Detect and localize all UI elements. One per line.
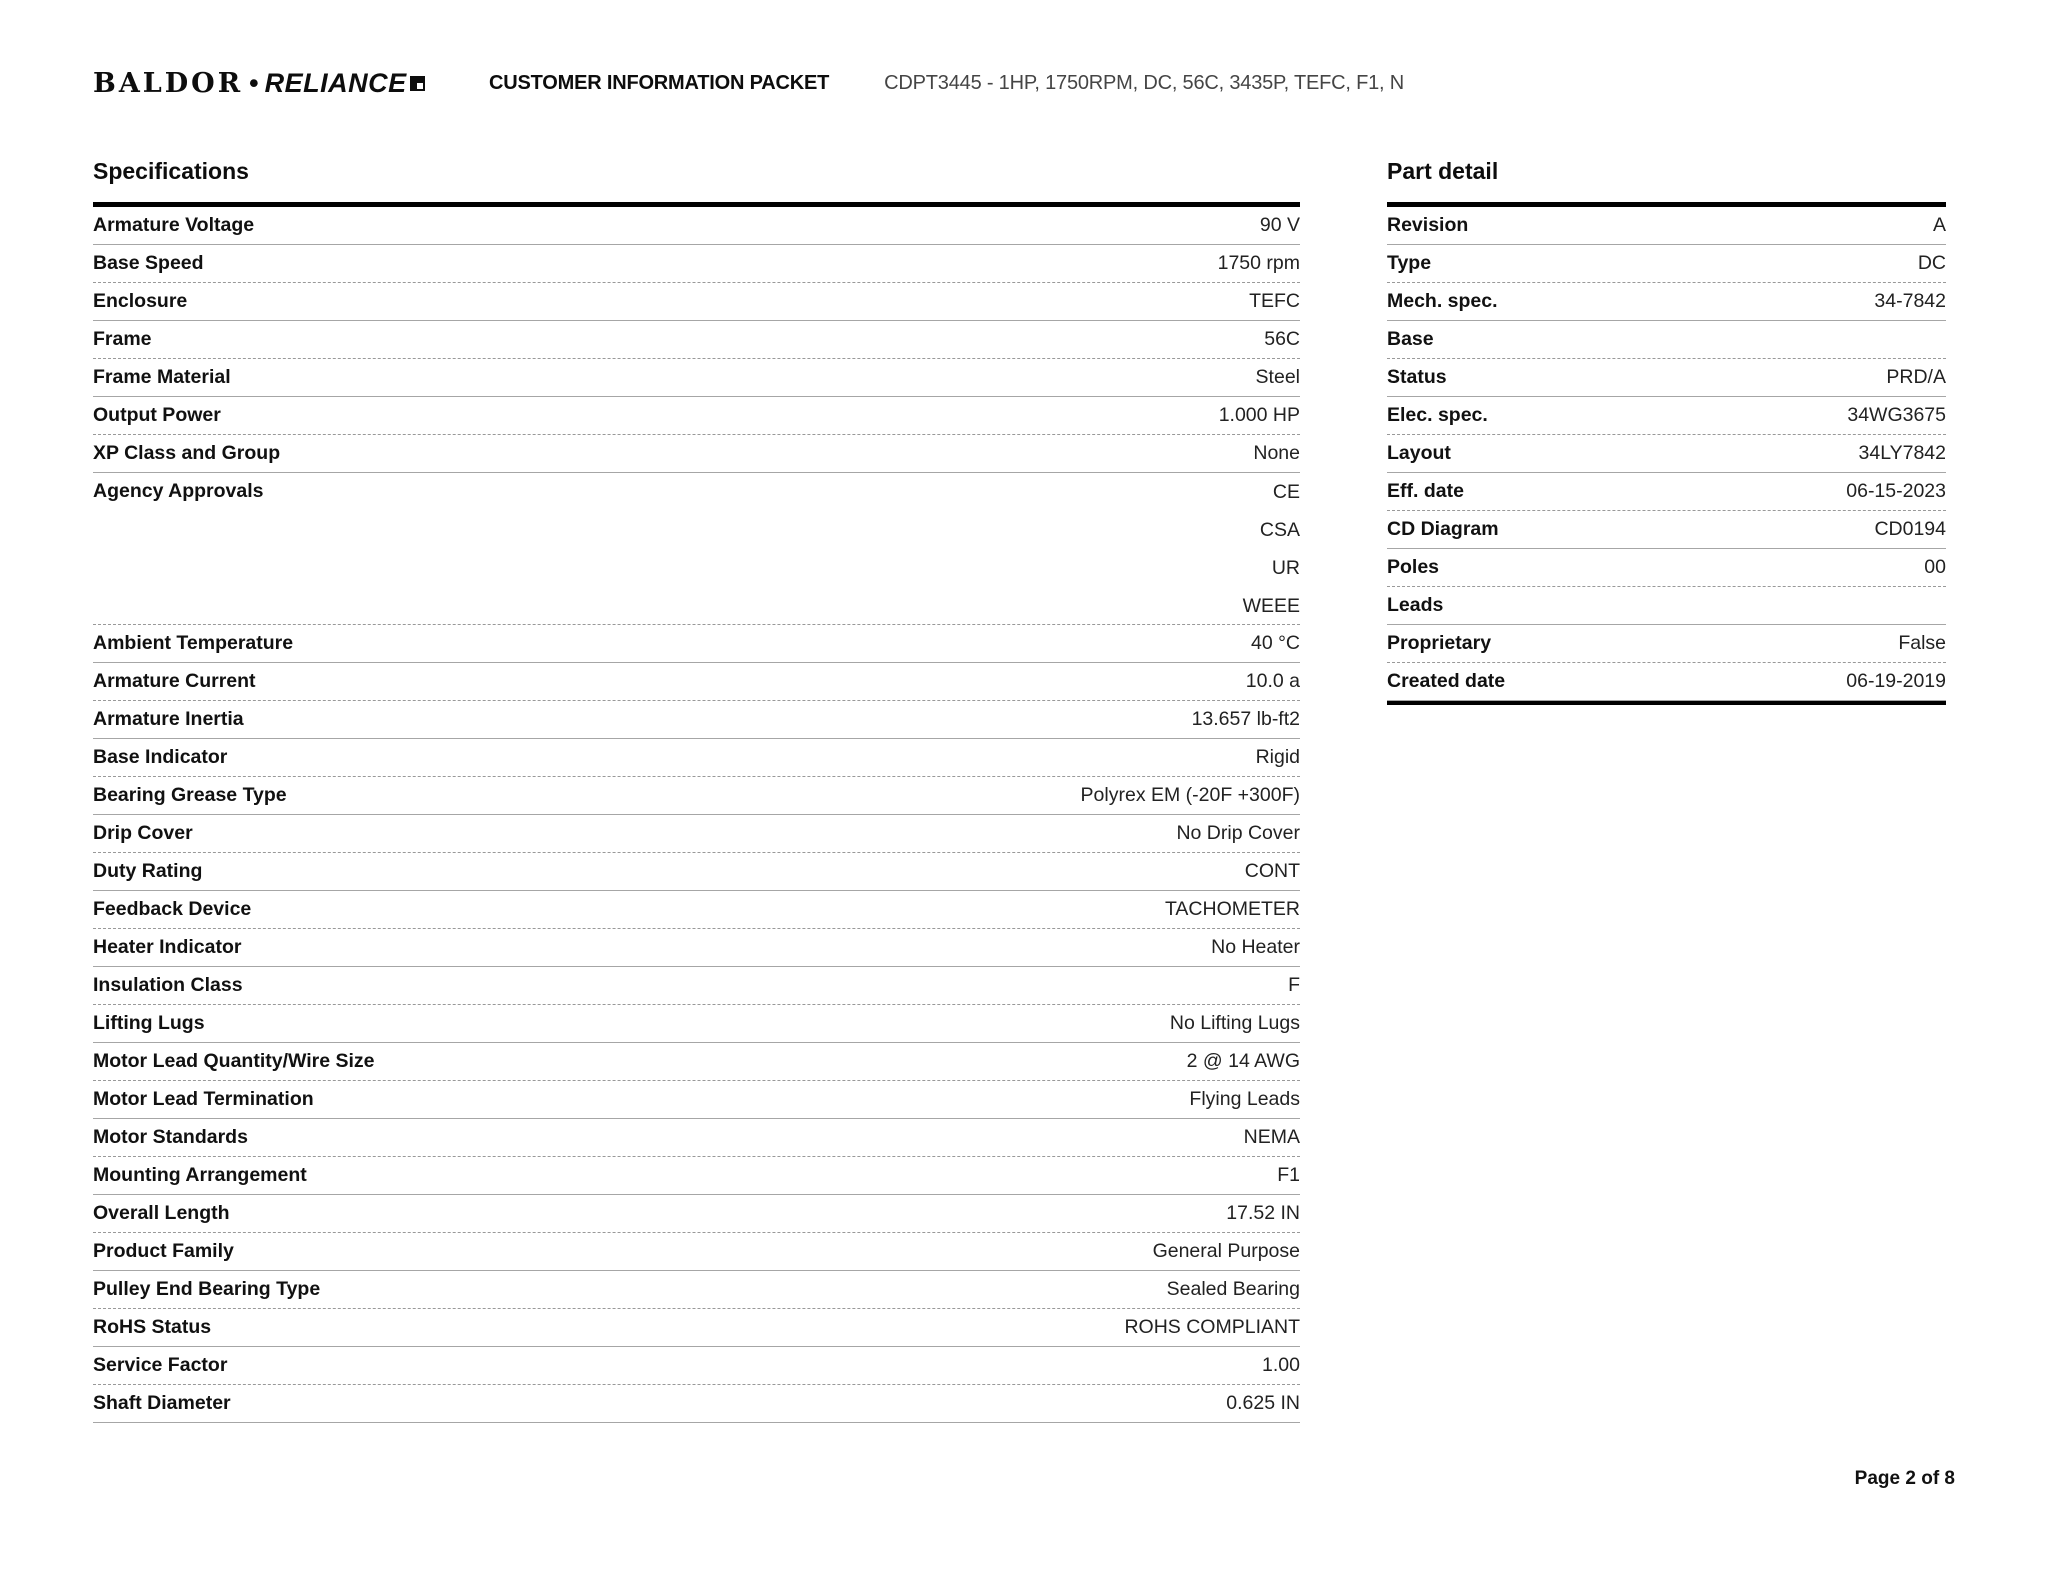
document-title: CUSTOMER INFORMATION PACKET <box>489 72 830 94</box>
part-detail-row-value: PRD/A <box>1886 366 1946 388</box>
spec-row-value: TEFC <box>1249 290 1300 312</box>
spec-row-value: 40 °C <box>1251 632 1300 654</box>
spec-row-label: Feedback Device <box>93 898 252 920</box>
spec-row-value: None <box>1253 442 1300 464</box>
part-detail-row <box>1387 625 1946 663</box>
spec-row-value: CONT <box>1244 860 1300 882</box>
baldor-wordmark: BALDOR <box>93 68 244 99</box>
spec-row <box>93 1043 1300 1081</box>
spec-row-label: Armature Inertia <box>93 708 244 730</box>
part-detail-row-value: 06-15-2023 <box>1846 480 1946 502</box>
spec-row-label: Armature Current <box>93 670 256 692</box>
specifications-title: Specifications <box>93 158 249 184</box>
spec-row-value: NEMA <box>1243 1126 1300 1148</box>
part-detail-title: Part detail <box>1387 158 1499 184</box>
spec-row-label: Motor Lead Quantity/Wire Size <box>93 1050 375 1072</box>
spec-row-value: 17.52 IN <box>1226 1202 1300 1224</box>
part-detail-row-label: Elec. spec. <box>1387 404 1488 426</box>
part-detail-row-value: 34-7842 <box>1874 290 1946 312</box>
part-detail-row-value: 34WG3675 <box>1847 404 1946 426</box>
spec-row <box>93 283 1300 321</box>
spec-row-value: No Heater <box>1211 936 1300 958</box>
spec-row <box>93 1347 1300 1385</box>
spec-row-value: F1 <box>1277 1164 1300 1186</box>
part-detail-row-value: 06-19-2019 <box>1846 670 1946 692</box>
spec-row-value: Polyrex EM (-20F +300F) <box>1080 784 1300 806</box>
spec-row-label: Drip Cover <box>93 822 193 844</box>
spec-row-label: Frame <box>93 328 152 350</box>
spec-row-value: Flying Leads <box>1189 1088 1300 1110</box>
spec-row-label: RoHS Status <box>93 1316 212 1338</box>
part-detail-row-label: CD Diagram <box>1387 518 1499 540</box>
spec-row-label: Product Family <box>93 1240 234 1262</box>
spec-row <box>93 777 1300 815</box>
spec-row-value: No Drip Cover <box>1176 822 1300 844</box>
spec-row-value: Rigid <box>1255 746 1300 768</box>
spec-row-label: Base Indicator <box>93 746 228 768</box>
spec-row-label: Frame Material <box>93 366 231 388</box>
spec-row-value: 0.625 IN <box>1226 1392 1300 1414</box>
spec-row-value: ROHS COMPLIANT <box>1124 1316 1300 1338</box>
part-detail-row <box>1387 549 1946 587</box>
spec-row <box>93 625 1300 663</box>
part-detail-row <box>1387 473 1946 511</box>
spec-row <box>93 815 1300 853</box>
spec-row <box>93 435 1300 473</box>
spec-row <box>93 1195 1300 1233</box>
spec-row-label: Output Power <box>93 404 221 426</box>
spec-row <box>93 1119 1300 1157</box>
spec-row-label: Duty Rating <box>93 860 203 882</box>
part-detail-row <box>1387 245 1946 283</box>
spec-row <box>93 1309 1300 1347</box>
spec-row <box>93 1005 1300 1043</box>
model-subtitle: CDPT3445 - 1HP, 1750RPM, DC, 56C, 3435P, TEFC, F1, N <box>884 72 1404 94</box>
spec-row <box>93 1233 1300 1271</box>
part-detail-row <box>1387 397 1946 435</box>
spec-row <box>93 663 1300 701</box>
part-detail-row <box>1387 435 1946 473</box>
part-detail-row-value: 00 <box>1924 556 1946 578</box>
spec-row <box>93 929 1300 967</box>
part-detail-row-label: Base <box>1387 328 1434 350</box>
logo-dot-separator: • <box>249 68 259 98</box>
specifications-rows <box>93 207 1300 1423</box>
part-detail-row-label: Revision <box>1387 214 1469 236</box>
spec-row-label: Service Factor <box>93 1354 228 1376</box>
part-detail-row <box>1387 359 1946 397</box>
spec-row-value: CE CSA UR WEEE <box>1242 481 1300 617</box>
part-detail-row-label: Layout <box>1387 442 1451 464</box>
spec-row-value: 1750 rpm <box>1217 252 1300 274</box>
part-detail-row <box>1387 663 1946 701</box>
spec-row-label: Enclosure <box>93 290 188 312</box>
logo-mark-icon <box>410 76 425 91</box>
spec-row <box>93 701 1300 739</box>
spec-row <box>93 891 1300 929</box>
part-detail-row <box>1387 321 1946 359</box>
spec-row-value: 10.0 a <box>1245 670 1300 692</box>
spec-row <box>93 207 1300 245</box>
spec-row <box>93 1385 1300 1423</box>
spec-row-value: 1.000 HP <box>1218 404 1300 426</box>
part-detail-rows <box>1387 207 1946 705</box>
spec-row-label: Ambient Temperature <box>93 632 294 654</box>
part-detail-row-label: Leads <box>1387 594 1444 616</box>
spec-row-label: Heater Indicator <box>93 936 242 958</box>
spec-row-label: Insulation Class <box>93 974 243 996</box>
reliance-wordmark: RELIANCE <box>264 68 407 98</box>
spec-row <box>93 245 1300 283</box>
part-detail-row <box>1387 207 1946 245</box>
spec-row <box>93 967 1300 1005</box>
part-detail-row-value: CD0194 <box>1874 518 1946 540</box>
spec-row-label: Shaft Diameter <box>93 1392 231 1414</box>
specifications-section <box>93 160 1300 1423</box>
page-header <box>93 68 1404 99</box>
part-detail-row-label: Poles <box>1387 556 1440 578</box>
page-number: Page 2 of 8 <box>1854 1468 1955 1489</box>
spec-row-value: 1.00 <box>1262 1354 1300 1376</box>
spec-row-value: 2 @ 14 AWG <box>1186 1050 1300 1072</box>
part-detail-row-label: Eff. date <box>1387 480 1464 502</box>
spec-row <box>93 1157 1300 1195</box>
part-detail-row-value: A <box>1932 214 1946 236</box>
spec-row <box>93 1081 1300 1119</box>
spec-row <box>93 739 1300 777</box>
spec-row-label: Lifting Lugs <box>93 1012 205 1034</box>
spec-row-value: No Lifting Lugs <box>1169 1012 1300 1034</box>
spec-row <box>93 473 1300 625</box>
part-detail-row <box>1387 587 1946 625</box>
part-detail-row-value: False <box>1898 632 1946 654</box>
spec-row <box>93 321 1300 359</box>
spec-row-value: 56C <box>1264 328 1300 350</box>
part-detail-row-label: Type <box>1387 252 1432 274</box>
part-detail-row-label: Status <box>1387 366 1447 388</box>
part-detail-row-label: Created date <box>1387 670 1506 692</box>
spec-row <box>93 397 1300 435</box>
baldor-reliance-logo <box>93 68 489 99</box>
spec-row-value: F <box>1288 974 1300 996</box>
spec-row-label: Bearing Grease Type <box>93 784 287 806</box>
spec-row-label: Motor Lead Termination <box>93 1088 314 1110</box>
spec-row-label: Pulley End Bearing Type <box>93 1278 321 1300</box>
spec-row-value: Steel <box>1255 366 1300 388</box>
part-detail-row-label: Proprietary <box>1387 632 1492 654</box>
part-detail-section <box>1387 160 1946 705</box>
part-detail-row <box>1387 283 1946 321</box>
part-detail-row-value: DC <box>1917 252 1946 274</box>
spec-row-label: Mounting Arrangement <box>93 1164 307 1186</box>
spec-row <box>93 359 1300 397</box>
part-detail-row <box>1387 511 1946 549</box>
spec-row-label: Overall Length <box>93 1202 230 1224</box>
spec-row-value: 13.657 lb-ft2 <box>1191 708 1300 730</box>
spec-row-value: Sealed Bearing <box>1166 1278 1300 1300</box>
part-detail-row-value: 34LY7842 <box>1858 442 1946 464</box>
spec-row-label: Agency Approvals <box>93 480 264 502</box>
spec-row-value: TACHOMETER <box>1164 898 1300 920</box>
spec-row-label: XP Class and Group <box>93 442 281 464</box>
spec-row-label: Motor Standards <box>93 1126 248 1148</box>
spec-row <box>93 853 1300 891</box>
spec-row-label: Armature Voltage <box>93 214 255 236</box>
spec-row-label: Base Speed <box>93 252 204 274</box>
spec-row <box>93 1271 1300 1309</box>
part-detail-row-label: Mech. spec. <box>1387 290 1498 312</box>
spec-row-value: General Purpose <box>1152 1240 1300 1262</box>
spec-row-value: 90 V <box>1259 214 1300 236</box>
